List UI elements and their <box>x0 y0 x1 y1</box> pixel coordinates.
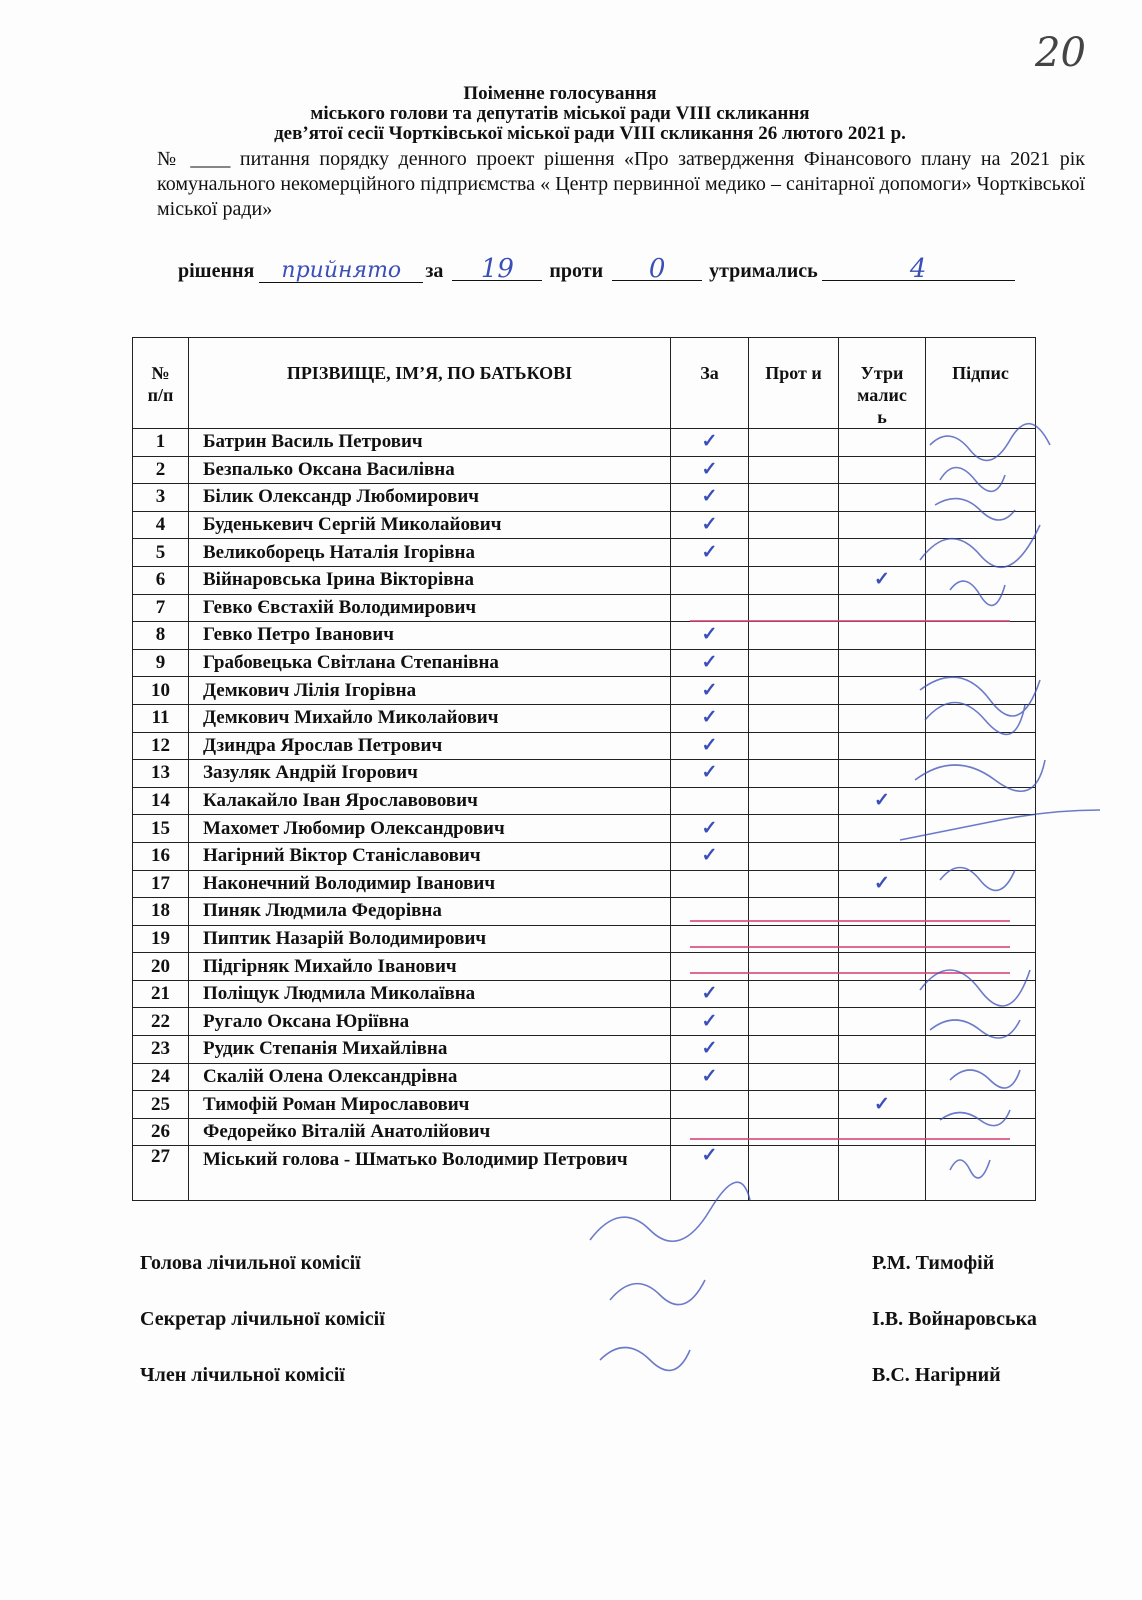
vote-for-cell: ✓ <box>671 1146 749 1201</box>
row-number: 11 <box>133 704 189 732</box>
signature-cell <box>926 980 1036 1008</box>
absent-strike-line <box>690 946 1010 948</box>
decision-label: рішення <box>178 260 255 282</box>
doc-title: Поіменне голосування <box>463 83 657 104</box>
table-row <box>133 539 1036 567</box>
vote-for-cell: ✓ <box>671 511 749 539</box>
row-number: 2 <box>133 456 189 484</box>
vote-for-cell: ✓ <box>671 980 749 1008</box>
vote-against-cell <box>749 1008 839 1036</box>
table-row <box>133 1146 1036 1201</box>
row-name: Скалій Олена Олександрівна <box>189 1063 671 1091</box>
table-row <box>133 732 1036 760</box>
vote-abstained-cell <box>839 1146 926 1201</box>
vote-against-cell <box>749 1146 839 1201</box>
col-num-header: № п/п <box>133 338 189 429</box>
vote-against-cell <box>749 1091 839 1119</box>
agenda-question: № ____ питання порядку денного проект рішення «Про затвердження Фінансового плану на 2021 рік комунального некомерційного підприємства « Центр первинної медико – санітарної допомоги» Чортківської міської ради» <box>157 148 1085 220</box>
table-row <box>133 511 1036 539</box>
row-name: Рудик Степанія Михайлівна <box>189 1036 671 1064</box>
vote-abstained-cell <box>839 815 926 843</box>
row-name: Пиняк Людмила Федорівна <box>189 898 671 926</box>
row-name: Міський голова - Шматько Володимир Петрович <box>189 1146 671 1201</box>
row-number: 27 <box>133 1146 189 1201</box>
vote-against-cell <box>749 511 839 539</box>
row-number: 15 <box>133 815 189 843</box>
signature-cell <box>926 594 1036 622</box>
row-name: Великоборець Наталія Ігорівна <box>189 539 671 567</box>
vote-for-cell: ✓ <box>671 842 749 870</box>
row-number: 9 <box>133 649 189 677</box>
commission-member-name: В.С. Нагірний <box>872 1364 1001 1386</box>
vote-for-cell: ✓ <box>671 649 749 677</box>
doc-subtitle: міського голови та депутатів міської ради VIII скликання <box>310 103 810 124</box>
row-name: Гевко Петро Іванович <box>189 622 671 650</box>
vote-against-cell <box>749 732 839 760</box>
row-name: Ругало Оксана Юріївна <box>189 1008 671 1036</box>
vote-for-cell: ✓ <box>671 539 749 567</box>
vote-for-cell: ✓ <box>671 1008 749 1036</box>
vote-abstained-cell <box>839 704 926 732</box>
decision-value: прийнято <box>259 260 423 283</box>
absent-strike-line <box>690 1138 1010 1140</box>
signature-cell <box>926 1036 1036 1064</box>
signature-cell <box>926 732 1036 760</box>
row-number: 20 <box>133 953 189 981</box>
table-row <box>133 649 1036 677</box>
vote-for-cell: ✓ <box>671 622 749 650</box>
signature-cell <box>926 787 1036 815</box>
row-name: Підгірняк Михайло Іванович <box>189 953 671 981</box>
vote-against-cell <box>749 787 839 815</box>
table-row <box>133 760 1036 788</box>
table-row <box>133 953 1036 981</box>
vote-abstained-cell <box>839 925 926 953</box>
row-name: Війнаровська Ірина Вікторівна <box>189 566 671 594</box>
vote-abstained-cell: ✓ <box>839 566 926 594</box>
vote-abstained-cell <box>839 677 926 705</box>
vote-for-cell <box>671 1091 749 1119</box>
signature-cell <box>926 704 1036 732</box>
row-name: Дзиндра Ярослав Петрович <box>189 732 671 760</box>
signature-cell <box>926 649 1036 677</box>
vote-against-cell <box>749 953 839 981</box>
row-name: Грабовецька Світлана Степанівна <box>189 649 671 677</box>
col-name-header: ПРІЗВИЩЕ, ІМ’Я, ПО БАТЬКОВІ <box>189 338 671 429</box>
vote-against-cell <box>749 622 839 650</box>
signature-cell <box>926 1091 1036 1119</box>
table-row <box>133 1008 1036 1036</box>
vote-against-cell <box>749 456 839 484</box>
row-number: 23 <box>133 1036 189 1064</box>
abstained-count: 4 <box>822 258 1015 281</box>
vote-for-cell: ✓ <box>671 1036 749 1064</box>
vote-for-cell: ✓ <box>671 429 749 457</box>
decision-line <box>178 254 1015 284</box>
signature-cell <box>926 953 1036 981</box>
table-row <box>133 1118 1036 1146</box>
table-row <box>133 815 1036 843</box>
vote-for-cell: ✓ <box>671 760 749 788</box>
vote-against-cell <box>749 980 839 1008</box>
for-count: 19 <box>452 258 542 281</box>
page-number: 20 <box>1035 30 1086 76</box>
signature-cell <box>926 1063 1036 1091</box>
row-name: Зазуляк Андрій Ігорович <box>189 760 671 788</box>
table-row <box>133 1036 1036 1064</box>
vote-against-cell <box>749 566 839 594</box>
signature-cell <box>926 429 1036 457</box>
signature-cell <box>926 842 1036 870</box>
row-number: 17 <box>133 870 189 898</box>
signature-cell <box>926 456 1036 484</box>
row-number: 10 <box>133 677 189 705</box>
signature-cell <box>926 622 1036 650</box>
vote-against-cell <box>749 539 839 567</box>
vote-against-cell <box>749 925 839 953</box>
commission-secretary-name: І.В. Войнаровська <box>872 1308 1037 1330</box>
vote-against-cell <box>749 1063 839 1091</box>
table-row <box>133 566 1036 594</box>
col-signature-header: Підпис <box>926 338 1036 429</box>
vote-abstained-cell <box>839 732 926 760</box>
table-row <box>133 1091 1036 1119</box>
signature-cell <box>926 677 1036 705</box>
vote-for-cell: ✓ <box>671 484 749 512</box>
vote-against-cell <box>749 760 839 788</box>
vote-against-cell <box>749 704 839 732</box>
signature-cell <box>926 1118 1036 1146</box>
table-row <box>133 704 1036 732</box>
col-against-header: Прот и <box>749 338 839 429</box>
row-number: 12 <box>133 732 189 760</box>
vote-for-cell: ✓ <box>671 704 749 732</box>
vote-against-cell <box>749 649 839 677</box>
session-line: дев’ятої сесії Чортківської міської ради VIII скликання 26 лютого 2021 р. <box>274 123 906 144</box>
signature-cell <box>926 566 1036 594</box>
vote-abstained-cell <box>839 953 926 981</box>
row-name: Буденькевич Сергій Миколайович <box>189 511 671 539</box>
vote-table <box>132 337 1036 1201</box>
vote-abstained-cell: ✓ <box>839 787 926 815</box>
vote-for-cell <box>671 787 749 815</box>
commission-chair-role: Голова лічильної комісії <box>140 1252 361 1274</box>
absent-strike-line <box>690 620 1010 622</box>
vote-for-cell <box>671 594 749 622</box>
row-number: 3 <box>133 484 189 512</box>
table-row <box>133 980 1036 1008</box>
table-row <box>133 870 1036 898</box>
vote-abstained-cell <box>839 842 926 870</box>
vote-abstained-cell <box>839 594 926 622</box>
table-row <box>133 1063 1036 1091</box>
vote-abstained-cell <box>839 429 926 457</box>
vote-abstained-cell <box>839 1008 926 1036</box>
vote-against-cell <box>749 1036 839 1064</box>
row-number: 8 <box>133 622 189 650</box>
vote-for-cell: ✓ <box>671 815 749 843</box>
vote-abstained-cell <box>839 1063 926 1091</box>
vote-abstained-cell <box>839 760 926 788</box>
table-row <box>133 787 1036 815</box>
signature-cell <box>926 760 1036 788</box>
vote-against-cell <box>749 815 839 843</box>
row-number: 18 <box>133 898 189 926</box>
col-abstained-header: Утри малис ь <box>839 338 926 429</box>
row-number: 14 <box>133 787 189 815</box>
vote-against-cell <box>749 594 839 622</box>
vote-abstained-cell: ✓ <box>839 1091 926 1119</box>
table-row <box>133 677 1036 705</box>
row-number: 13 <box>133 760 189 788</box>
row-name: Білик Олександр Любомирович <box>189 484 671 512</box>
row-number: 25 <box>133 1091 189 1119</box>
vote-against-cell <box>749 677 839 705</box>
row-name: Батрин Василь Петрович <box>189 429 671 457</box>
row-name: Поліщук Людмила Миколаївна <box>189 980 671 1008</box>
vote-for-cell: ✓ <box>671 732 749 760</box>
vote-against-cell <box>749 842 839 870</box>
vote-abstained-cell <box>839 511 926 539</box>
row-number: 21 <box>133 980 189 1008</box>
signature-cell <box>926 539 1036 567</box>
vote-abstained-cell <box>839 484 926 512</box>
absent-strike-line <box>690 972 1010 974</box>
vote-abstained-cell <box>839 1118 926 1146</box>
row-number: 19 <box>133 925 189 953</box>
row-number: 22 <box>133 1008 189 1036</box>
row-number: 24 <box>133 1063 189 1091</box>
vote-for-cell <box>671 566 749 594</box>
against-label: проти <box>549 260 604 282</box>
row-name: Гевко Євстахій Володимирович <box>189 594 671 622</box>
vote-for-cell <box>671 870 749 898</box>
vote-for-cell <box>671 953 749 981</box>
row-name: Пиптик Назарій Володимирович <box>189 925 671 953</box>
signature-cell <box>926 925 1036 953</box>
against-count: 0 <box>612 258 702 281</box>
row-number: 16 <box>133 842 189 870</box>
table-row <box>133 925 1036 953</box>
commission-member-role: Член лічильної комісії <box>140 1364 345 1386</box>
vote-against-cell <box>749 429 839 457</box>
commission-chair-name: Р.М. Тимофій <box>872 1252 995 1274</box>
abstained-label: утримались <box>709 260 818 282</box>
vote-abstained-cell <box>839 539 926 567</box>
vote-abstained-cell <box>839 456 926 484</box>
table-row <box>133 456 1036 484</box>
row-number: 6 <box>133 566 189 594</box>
vote-against-cell <box>749 484 839 512</box>
vote-abstained-cell: ✓ <box>839 870 926 898</box>
row-number: 5 <box>133 539 189 567</box>
vote-for-cell: ✓ <box>671 456 749 484</box>
table-row <box>133 842 1036 870</box>
vote-abstained-cell <box>839 980 926 1008</box>
vote-for-cell: ✓ <box>671 1063 749 1091</box>
table-row <box>133 484 1036 512</box>
row-number: 1 <box>133 429 189 457</box>
absent-strike-line <box>690 920 1010 922</box>
vote-for-cell: ✓ <box>671 677 749 705</box>
for-label: за <box>425 260 444 282</box>
vote-for-cell <box>671 1118 749 1146</box>
row-number: 26 <box>133 1118 189 1146</box>
signature-cell <box>926 484 1036 512</box>
vote-against-cell <box>749 870 839 898</box>
vote-abstained-cell <box>839 649 926 677</box>
table-row <box>133 429 1036 457</box>
row-name: Махомет Любомир Олександрович <box>189 815 671 843</box>
row-name: Наконечний Володимир Іванович <box>189 870 671 898</box>
signature-cell <box>926 1008 1036 1036</box>
signature-cell <box>926 870 1036 898</box>
table-row <box>133 594 1036 622</box>
vote-abstained-cell <box>839 1036 926 1064</box>
table-row <box>133 622 1036 650</box>
row-name: Демкович Лілія Ігорівна <box>189 677 671 705</box>
commission-secretary-role: Секретар лічильної комісії <box>140 1308 385 1330</box>
row-number: 4 <box>133 511 189 539</box>
row-name: Безпалько Оксана Василівна <box>189 456 671 484</box>
table-header-row <box>133 338 1036 429</box>
signature-cell <box>926 815 1036 843</box>
row-name: Нагірний Віктор Станіславович <box>189 842 671 870</box>
row-name: Калакайло Іван Ярославовович <box>189 787 671 815</box>
signature-cell <box>926 1146 1036 1201</box>
vote-abstained-cell <box>839 622 926 650</box>
row-name: Тимофій Роман Мирославович <box>189 1091 671 1119</box>
row-number: 7 <box>133 594 189 622</box>
col-for-header: За <box>671 338 749 429</box>
row-name: Федорейко Віталій Анатолійович <box>189 1118 671 1146</box>
vote-for-cell <box>671 925 749 953</box>
signature-cell <box>926 511 1036 539</box>
row-name: Демкович Михайло Миколайович <box>189 704 671 732</box>
vote-against-cell <box>749 1118 839 1146</box>
